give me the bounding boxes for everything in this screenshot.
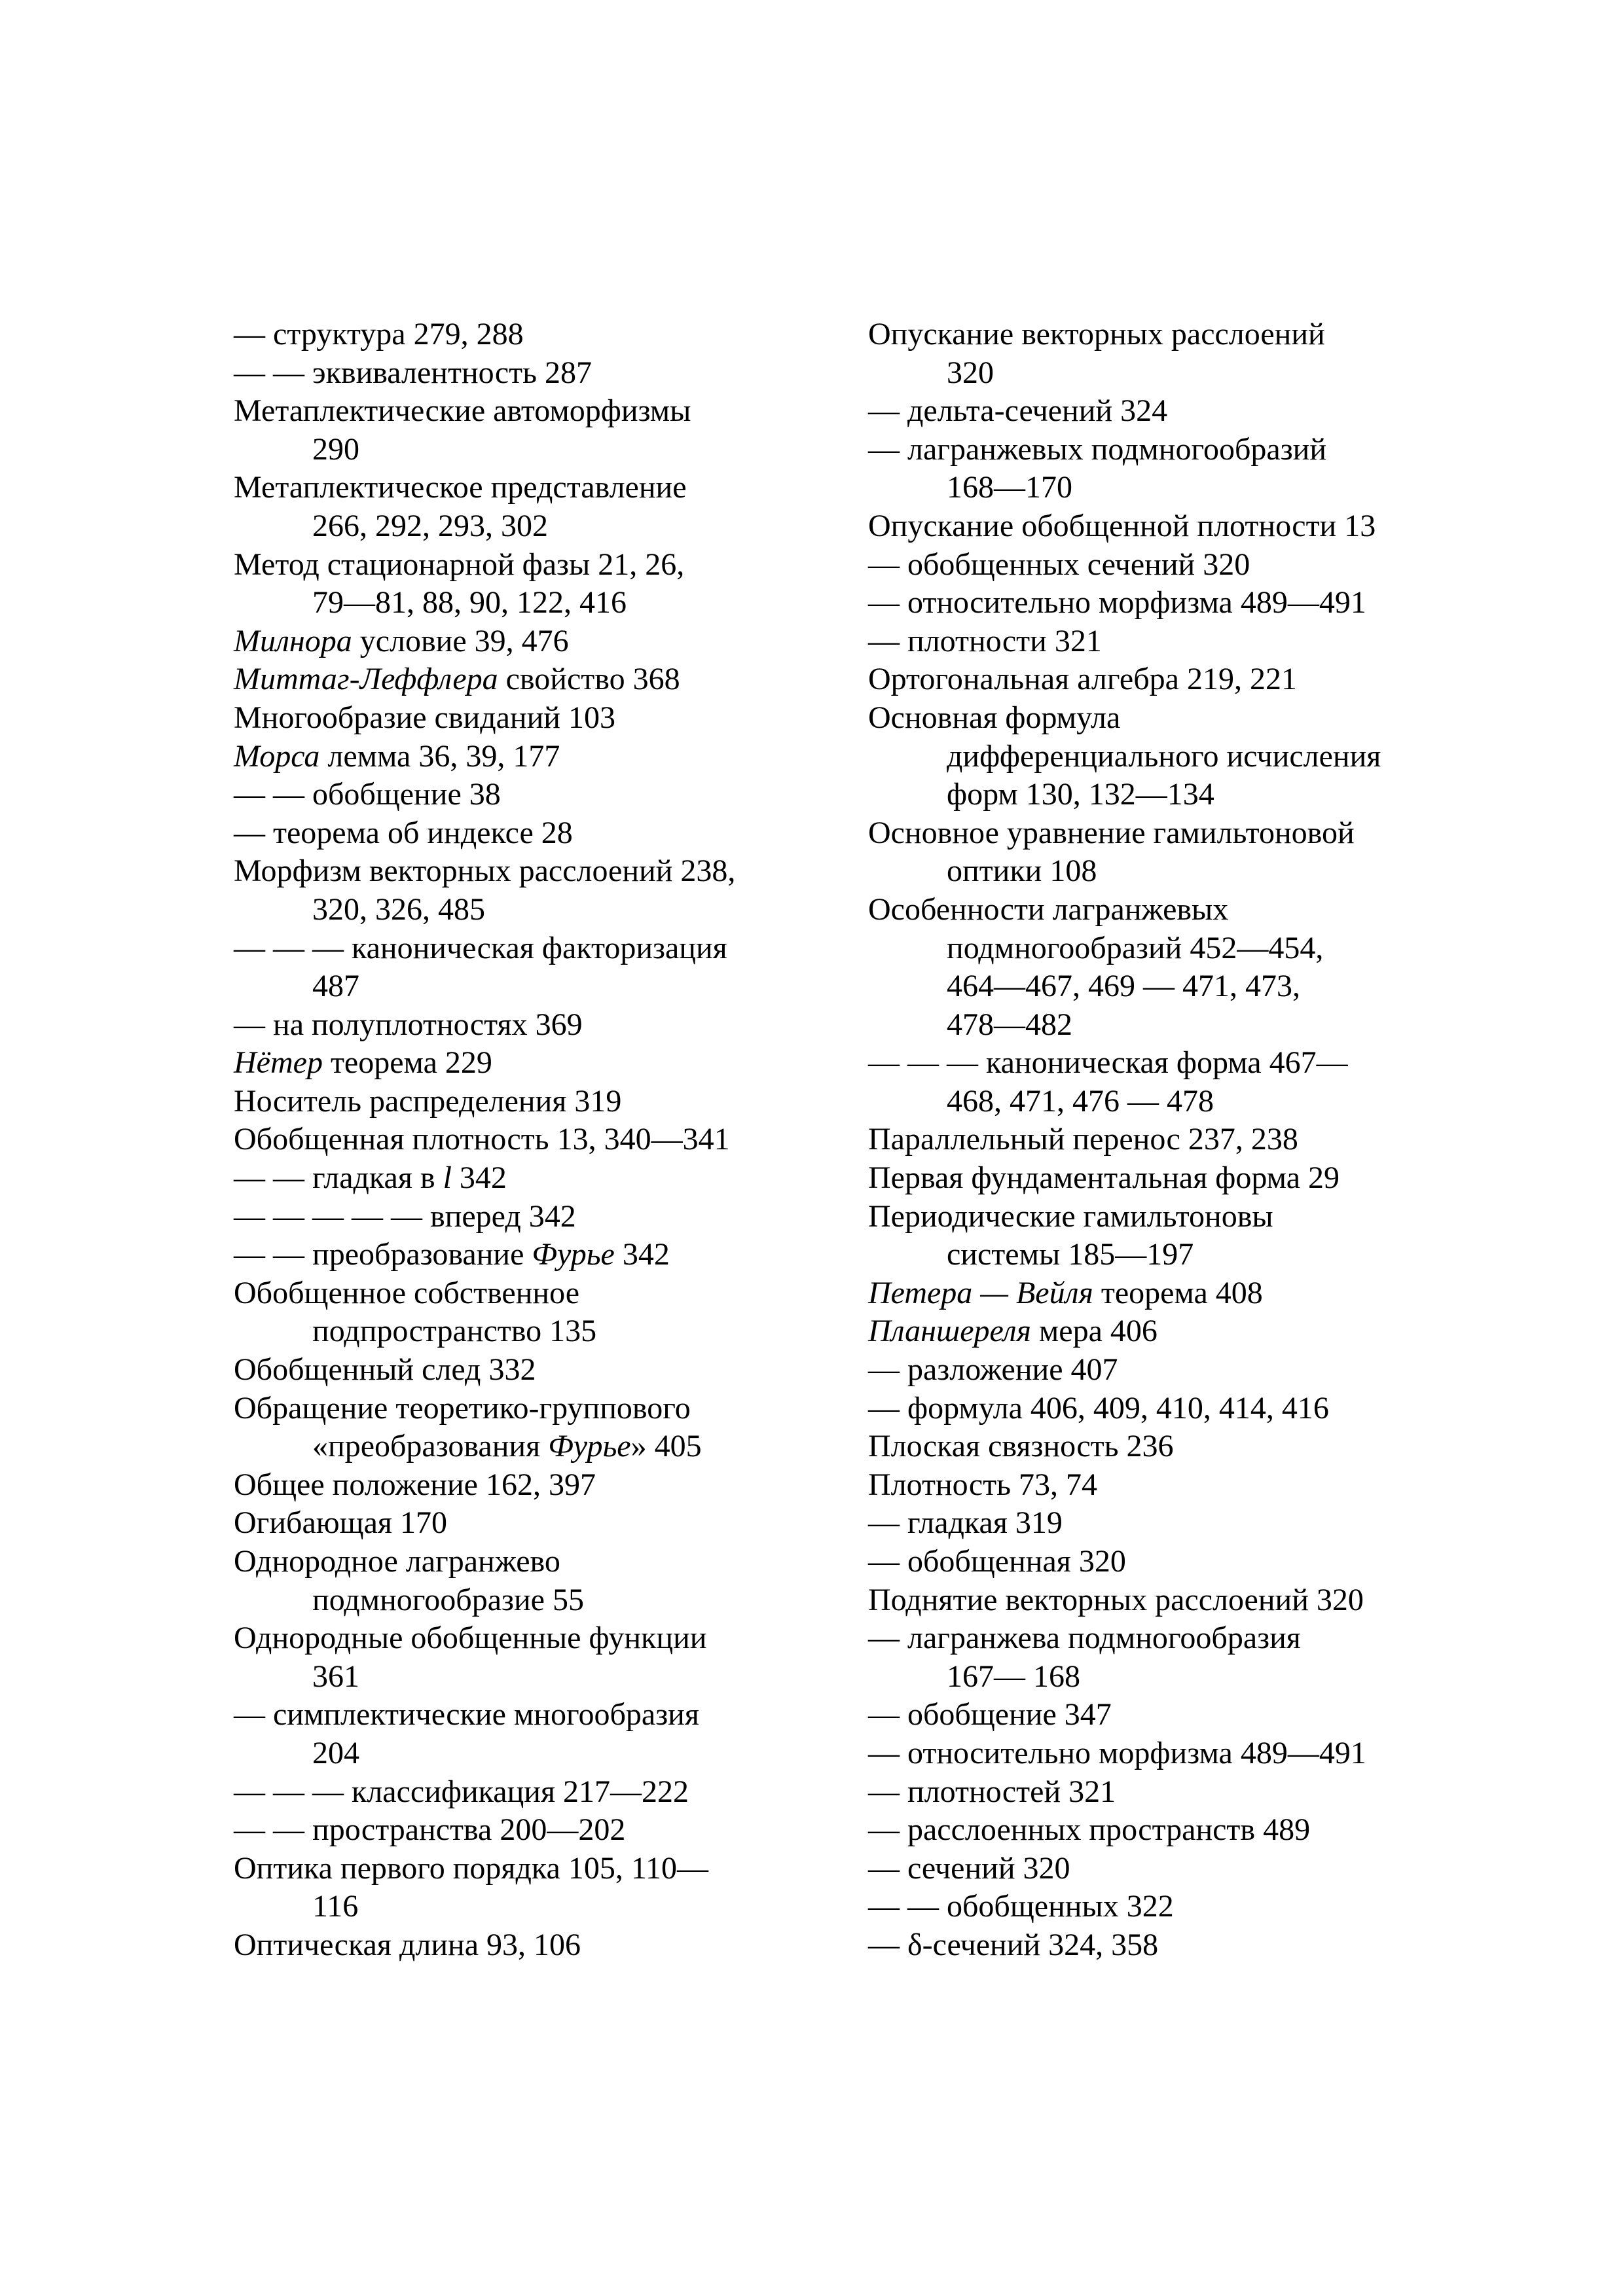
entry-text: Ортогональная алгебра 219, 221 <box>868 662 1297 697</box>
index-entry <box>868 1466 1444 1505</box>
entry-continuation: 478—482 <box>947 1007 1072 1042</box>
index-entry <box>868 1159 1444 1198</box>
index-entry <box>868 1926 1444 1965</box>
index-entry <box>868 660 1444 699</box>
index-entry <box>868 1543 1444 1581</box>
entry-text: Основная формула <box>868 700 1121 735</box>
index-entry <box>868 814 1444 891</box>
entry-continuation: 468, 471, 476 — 478 <box>947 1083 1214 1119</box>
entry-continuation: 266, 292, 293, 302 <box>312 508 548 543</box>
entry-text: — — гладкая в <box>234 1160 443 1196</box>
entry-continuation: подмногообразие 55 <box>312 1582 584 1617</box>
entry-text: Оптика первого порядка 105, 110— <box>234 1850 709 1886</box>
index-column-left <box>234 315 836 1965</box>
entry-continuation: форм 130, 132—134 <box>947 777 1214 812</box>
index-entry <box>234 1044 836 1083</box>
entry-text: Обобщенный след 332 <box>234 1352 536 1388</box>
index-entry <box>234 469 836 545</box>
entry-text: — плотности 321 <box>868 623 1102 658</box>
index-entry <box>868 1044 1444 1121</box>
index-entry <box>234 546 836 622</box>
entry-text: — обобщенная 320 <box>868 1544 1126 1579</box>
entry-text: Особенности лагранжевых <box>868 891 1229 927</box>
index-entry <box>868 392 1444 431</box>
entry-text: Огибающая 170 <box>234 1505 447 1541</box>
index-entry <box>868 1274 1444 1313</box>
index-entry <box>234 1811 836 1850</box>
index-entry <box>868 584 1444 622</box>
entry-text: Основное уравнение гамильтоновой <box>868 815 1355 850</box>
index-entry <box>234 1466 836 1505</box>
entry-continuation: 320, 326, 485 <box>312 891 485 927</box>
index-entry <box>234 699 836 738</box>
index-entry <box>868 315 1444 392</box>
index-entry <box>234 1274 836 1351</box>
entry-text: теорема 408 <box>1093 1275 1263 1310</box>
entry-text: Носитель распределения 319 <box>234 1083 622 1119</box>
index-entry <box>868 622 1444 661</box>
index-entry <box>868 546 1444 584</box>
entry-text: — симплектические многообразия <box>234 1697 699 1732</box>
entry-text: — плотностей 321 <box>868 1774 1116 1809</box>
entry-text: Опускание векторных расслоений <box>868 317 1325 351</box>
entry-text: Метод стационарной фазы 21, 26, <box>234 547 685 582</box>
index-entry <box>234 1696 836 1772</box>
entry-continuation: 290 <box>312 431 359 467</box>
entry-text: — обобщение 347 <box>868 1697 1112 1732</box>
entry-text: — структура 279, 288 <box>234 317 524 351</box>
entry-text: свойство 368 <box>498 662 680 697</box>
entry-text: — δ-сечений 324, 358 <box>868 1927 1159 1962</box>
entry-text: — — — каноническая факторизация <box>234 930 727 965</box>
entry-text: — относительно морфизма 489—491 <box>868 585 1366 620</box>
entry-text: Метаплектическое представление <box>234 470 687 505</box>
entry-text: Первая фундаментальная форма 29 <box>868 1160 1340 1196</box>
index-entry <box>868 1581 1444 1620</box>
entry-name: Нётер <box>234 1045 323 1081</box>
index-entry <box>234 660 836 699</box>
entry-text: — относительно морфизма 489—491 <box>868 1735 1366 1770</box>
entry-text: Однородное лагранжево <box>234 1544 560 1579</box>
index-entry <box>868 1850 1444 1888</box>
index-entry <box>234 1543 836 1619</box>
index-entry <box>868 891 1444 1044</box>
entry-continuation: 320 <box>947 355 994 390</box>
index-entry <box>234 1390 836 1466</box>
index-entry <box>868 1619 1444 1696</box>
entry-text: 342 <box>451 1160 507 1196</box>
index-entry <box>234 1083 836 1121</box>
index-entry <box>234 1351 836 1390</box>
index-entry <box>234 738 836 776</box>
entry-continuation: 204 <box>312 1735 359 1770</box>
entry-text: — — пространства 200—202 <box>234 1812 626 1848</box>
entry-text: Оптическая длина 93, 106 <box>234 1927 581 1962</box>
index-entry <box>234 354 836 393</box>
index-entry <box>234 1006 836 1045</box>
entry-name: Морса <box>234 738 320 774</box>
index-entry <box>234 852 836 929</box>
entry-text: теорема 229 <box>322 1045 492 1081</box>
entry-text: — расслоенных пространств 489 <box>868 1812 1311 1848</box>
entry-text: Однородные обобщенные функции <box>234 1621 707 1656</box>
entry-continuation: системы 185—197 <box>947 1237 1194 1272</box>
index-entry <box>234 1619 836 1696</box>
index-entry <box>868 1427 1444 1466</box>
entry-text: — — — каноническая форма 467— <box>868 1045 1348 1081</box>
index-entry <box>234 392 836 469</box>
index-column-right <box>868 315 1444 1965</box>
index-entry <box>234 622 836 661</box>
entry-text: Обобщенное собственное <box>234 1275 579 1310</box>
entry-continuation: 464—467, 469 — 471, 473, <box>947 969 1300 1004</box>
entry-name: Петера — Вейля <box>868 1275 1093 1310</box>
entry-continuation: 168—170 <box>947 470 1072 505</box>
index-entry <box>234 1504 836 1543</box>
entry-text: Обобщенная плотность 13, 340—341 <box>234 1122 730 1157</box>
entry-continuation: подпространство 135 <box>312 1314 597 1349</box>
index-entry <box>234 776 836 814</box>
entry-text: — теорема об индексе 28 <box>234 815 573 850</box>
entry-text: Параллельный перенос 237, 238 <box>868 1122 1298 1157</box>
entry-continuation: 361 <box>312 1659 359 1694</box>
index-entry <box>868 1504 1444 1543</box>
index-entry <box>868 1198 1444 1274</box>
entry-text: Периодические гамильтоновы <box>868 1198 1273 1234</box>
index-entry <box>868 507 1444 546</box>
entry-name: Фурье <box>532 1237 615 1272</box>
index-entry <box>868 1773 1444 1812</box>
entry-text: — лагранжевых подмногообразий <box>868 431 1327 467</box>
entry-text: — на полуплотностях 369 <box>234 1007 583 1042</box>
index-entry <box>234 315 836 354</box>
index-entry <box>234 1850 836 1926</box>
index-entry <box>868 1121 1444 1159</box>
index-entry <box>234 1926 836 1965</box>
entry-text: Плотность 73, 74 <box>868 1467 1098 1502</box>
entry-text: Поднятие векторных расслоений 320 <box>868 1582 1364 1617</box>
entry-text: — обобщенных сечений 320 <box>868 547 1250 582</box>
entry-text: — — эквивалентность 287 <box>234 355 593 390</box>
entry-text: — дельта-сечений 324 <box>868 393 1168 429</box>
entry-text: — — — классификация 217—222 <box>234 1774 689 1809</box>
entry-text: мера 406 <box>1030 1314 1158 1349</box>
index-entry <box>234 929 836 1006</box>
entry-text: «преобразования <box>312 1429 549 1464</box>
entry-text: условие 39, 476 <box>352 623 569 658</box>
index-entry <box>234 814 836 853</box>
entry-text: » 405 <box>630 1429 702 1464</box>
entry-text: — — — — — вперед 342 <box>234 1198 576 1234</box>
entry-text: Обращение теоретико-группового <box>234 1390 691 1426</box>
index-entry <box>868 1351 1444 1390</box>
entry-continuation: 79—81, 88, 90, 122, 416 <box>312 585 627 620</box>
entry-text: — — обобщение 38 <box>234 777 501 812</box>
entry-text: Многообразие свиданий 103 <box>234 700 615 735</box>
index-entry <box>868 699 1444 814</box>
entry-text: — — преобразование <box>234 1237 532 1272</box>
index-entry <box>868 1888 1444 1926</box>
index-entry <box>234 1198 836 1236</box>
entry-text: — лагранжева подмногообразия <box>868 1621 1301 1656</box>
entry-continuation: подмногообразий 452—454, <box>947 930 1324 965</box>
entry-text: — сечений 320 <box>868 1850 1070 1886</box>
index-entry <box>234 1773 836 1812</box>
entry-continuation: 167— 168 <box>947 1659 1080 1694</box>
entry-text: Метаплектические автоморфизмы <box>234 393 691 429</box>
entry-name: Миттаг-Леффлера <box>234 662 498 697</box>
index-entry <box>234 1236 836 1274</box>
entry-continuation: 487 <box>312 969 359 1004</box>
index-entry <box>868 1390 1444 1428</box>
entry-name: l <box>443 1160 452 1196</box>
entry-continuation <box>234 1427 836 1466</box>
index-entry <box>234 1121 836 1159</box>
entry-text: — разложение 407 <box>868 1352 1118 1388</box>
index-entry <box>234 1159 836 1198</box>
entry-text: Плоская связность 236 <box>868 1429 1174 1464</box>
entry-text: Общее положение 162, 397 <box>234 1467 596 1502</box>
entry-continuation: дифференциального исчисления <box>947 738 1381 774</box>
index-entry <box>868 1696 1444 1734</box>
entry-text: — — обобщенных 322 <box>868 1889 1174 1924</box>
entry-text: Морфизм векторных расслоений 238, <box>234 853 736 889</box>
entry-continuation: оптики 108 <box>947 853 1097 889</box>
entry-name: Планшереля <box>868 1314 1031 1349</box>
entry-name: Фурье <box>548 1429 631 1464</box>
entry-text: Опускание обобщенной плотности 13 <box>868 508 1376 543</box>
entry-text: 342 <box>614 1237 670 1272</box>
entry-text: лемма 36, 39, 177 <box>319 738 560 774</box>
index-entry <box>868 1811 1444 1850</box>
entry-name: Милнора <box>234 623 352 658</box>
entry-text: — формула 406, 409, 410, 414, 416 <box>868 1390 1329 1426</box>
index-entry <box>868 1734 1444 1773</box>
index-entry <box>868 431 1444 507</box>
entry-continuation: 116 <box>312 1889 359 1924</box>
index-entry <box>868 1312 1444 1351</box>
entry-text: — гладкая 319 <box>868 1505 1063 1541</box>
